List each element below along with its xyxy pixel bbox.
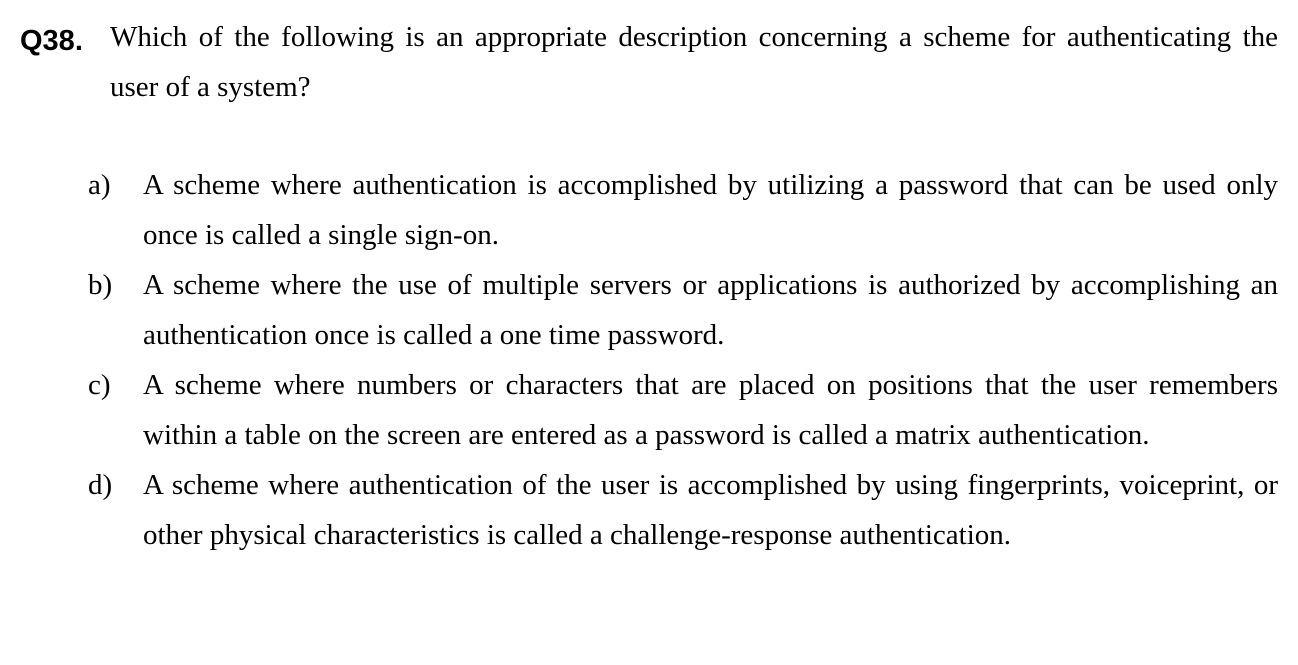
choice-d xyxy=(88,460,1278,560)
question-number: Q38. xyxy=(20,25,83,57)
choice-text: A scheme where numbers or characters that are placed on positions that the user remembers within a table on the screen are entered as a password is called a matrix authentication. xyxy=(143,369,1278,451)
answer-choices xyxy=(88,160,1278,560)
choice-letter: b) xyxy=(88,269,113,301)
choice-b xyxy=(88,260,1278,360)
choice-text: A scheme where authentication of the user is accomplished by using fingerprints, voiceprint, or other physical characteristics is called a challenge-response authentication. xyxy=(143,469,1278,551)
choice-letter: c) xyxy=(88,369,111,401)
choice-c xyxy=(88,360,1278,460)
choice-letter: d) xyxy=(88,469,113,501)
choice-letter: a) xyxy=(88,169,111,201)
choice-text: A scheme where the use of multiple servers or applications is authorized by accomplishing an authentication once is called a one time password. xyxy=(143,269,1278,351)
choice-text: A scheme where authentication is accomplished by utilizing a password that can be used only once is called a single sign-on. xyxy=(143,169,1278,251)
choice-a xyxy=(88,160,1278,260)
question-text: Which of the following is an appropriate description concerning a scheme for authenticating the user of a system? xyxy=(110,21,1278,103)
question-block xyxy=(20,12,1278,112)
